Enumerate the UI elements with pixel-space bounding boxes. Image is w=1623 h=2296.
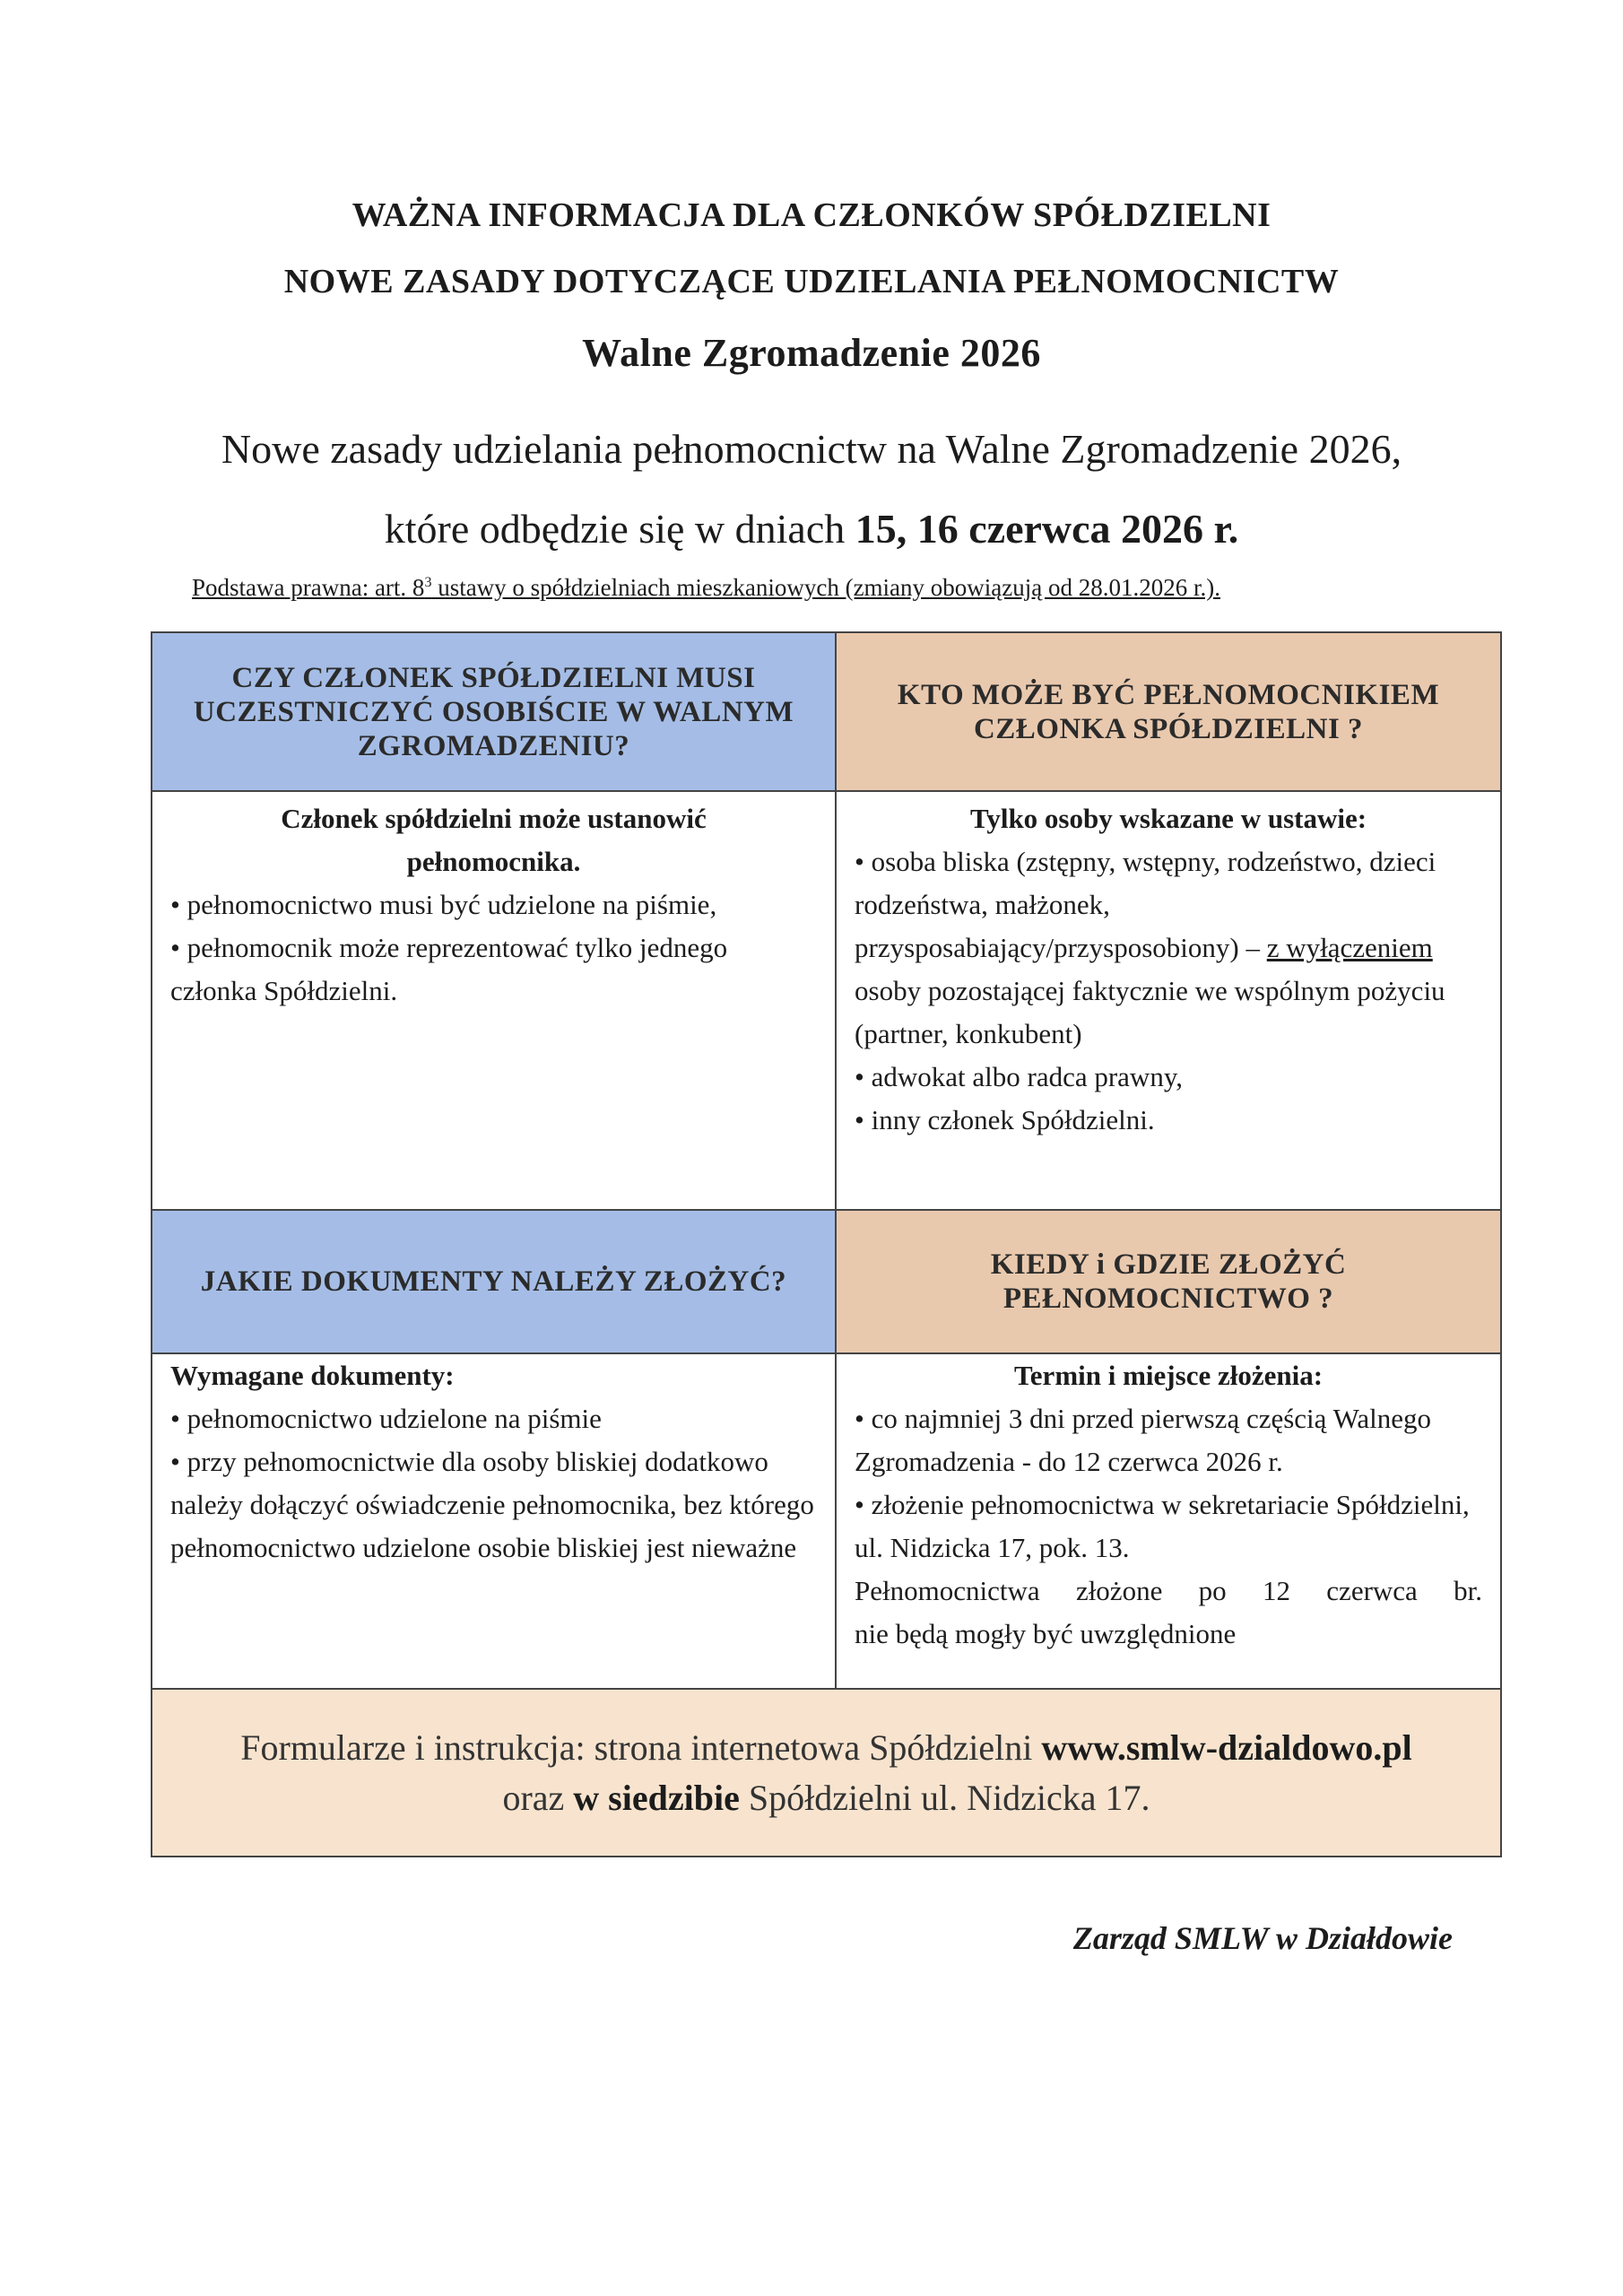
q2-item-1-rest: osoby pozostającej faktycznie we wspólnym pożyciu (partner, konkubent) bbox=[855, 975, 1445, 1049]
q3-lead: Wymagane dokumenty: bbox=[170, 1360, 455, 1391]
q4-content bbox=[837, 1354, 1500, 1656]
website-url: www.smlw-dzialdowo.pl bbox=[1041, 1726, 1412, 1768]
q1-lead: Członek spółdzielni może ustanowić pełnomocnika. bbox=[281, 803, 707, 877]
q4-item-2: • złożenie pełnomocnictwa w sekretariacie Spółdzielni, ul. Nidzicka 17, pok. 13. bbox=[855, 1489, 1470, 1563]
intro-line-1: Nowe zasady udzielania pełnomocnictw na Walne Zgromadzenie 2026, bbox=[221, 426, 1402, 472]
footer-line-1 bbox=[240, 1723, 1412, 1773]
q2-item-2: • adwokat albo radca prawny, bbox=[855, 1061, 1184, 1092]
q2-item-3: • inny członek Spółdzielni. bbox=[855, 1104, 1155, 1135]
signature: Zarząd SMLW w Działdowie bbox=[1072, 1920, 1453, 1956]
title-line-2: NOWE ZASADY DOTYCZĄCE UDZIELANIA PEŁNOMOCNICTW bbox=[283, 263, 1340, 300]
legal-basis-sup: 3 bbox=[424, 575, 432, 590]
footer-line-2-bold: w siedzibie bbox=[573, 1777, 740, 1818]
legal-basis-post: ustawy o spółdzielniach mieszkaniowych (zmiany obowiązują od 28.01.2026 r.). bbox=[431, 574, 1220, 601]
q2-header: KTO MOŻE BYĆ PEŁNOMOCNIKIEM CZŁONKA SPÓŁDZIELNI ? bbox=[837, 633, 1500, 790]
legal-basis bbox=[192, 574, 1220, 602]
column-divider bbox=[835, 633, 837, 1688]
q2-lead: Tylko osoby wskazane w ustawie: bbox=[969, 803, 1367, 834]
q4-lead: Termin i miejsce złożenia: bbox=[1013, 1360, 1324, 1391]
q1-item-2: • pełnomocnik może reprezentować tylko jednego członka Spółdzielni. bbox=[170, 932, 728, 1006]
meeting-dates: 15, 16 czerwca 2026 r. bbox=[855, 506, 1239, 552]
q2-item-1 bbox=[855, 840, 1482, 1056]
q3-content bbox=[152, 1354, 835, 1570]
q2-content bbox=[837, 797, 1500, 1142]
footer-line-1-text: Formularze i instrukcja: strona internetowa Spółdzielni bbox=[240, 1726, 1042, 1768]
q3-item-2: • przy pełnomocnictwie dla osoby bliskiej dodatkowo należy dołączyć oświadczenie pełnomocnika, bez którego pełnomocnictwo udzielone osobie bliskiej jest nieważne bbox=[170, 1446, 814, 1563]
q3-item-1: • pełnomocnictwo udzielone na piśmie bbox=[170, 1403, 602, 1434]
q4-note-line-1: Pełnomocnictwa złożone po 12 czerwca br. bbox=[855, 1575, 1482, 1606]
info-table bbox=[151, 631, 1502, 1857]
q2-item-1-text: • osoba bliska (zstępny, wstępny, rodzeństwo, dzieci rodzeństwa, małżonek, przysposabiający/przysposobiony) – bbox=[855, 846, 1436, 963]
footer-line-2 bbox=[502, 1773, 1150, 1823]
q4-note-line-2: nie będą mogły być uwzględnione bbox=[855, 1618, 1237, 1649]
intro-line-2-text: które odbędzie się w dniach bbox=[384, 506, 846, 552]
q1-content bbox=[152, 797, 835, 1013]
title-line-3: Walne Zgromadzenie 2026 bbox=[582, 331, 1041, 375]
footer-line-2-post: Spółdzielni ul. Nidzicka 17. bbox=[739, 1777, 1150, 1818]
q2-item-1-exclusion: z wyłączeniem bbox=[1266, 932, 1433, 963]
q4-header: KIEDY i GDZIE ZŁOŻYĆ PEŁNOMOCNICTWO ? bbox=[837, 1211, 1500, 1352]
title-line-1: WAŻNA INFORMACJA DLA CZŁONKÓW SPÓŁDZIELNI bbox=[352, 196, 1271, 234]
q3-header: JAKIE DOKUMENTY NALEŻY ZŁOŻYĆ? bbox=[152, 1211, 835, 1352]
q4-item-1: • co najmniej 3 dni przed pierwszą częścią Walnego Zgromadzenia - do 12 czerwca 2026 r. bbox=[855, 1403, 1432, 1477]
footer-line-2-pre: oraz bbox=[502, 1777, 574, 1818]
row1-header-divider bbox=[152, 790, 1500, 792]
q1-item-1: • pełnomocnictwo musi być udzielone na piśmie, bbox=[170, 889, 717, 920]
intro-line-2 bbox=[0, 505, 1623, 552]
footer-box bbox=[152, 1690, 1500, 1856]
q1-header: CZY CZŁONEK SPÓŁDZIELNI MUSI UCZESTNICZYĆ OSOBIŚCIE W WALNYM ZGROMADZENIU? bbox=[152, 633, 835, 790]
legal-basis-pre: Podstawa prawna: art. 8 bbox=[192, 574, 425, 601]
